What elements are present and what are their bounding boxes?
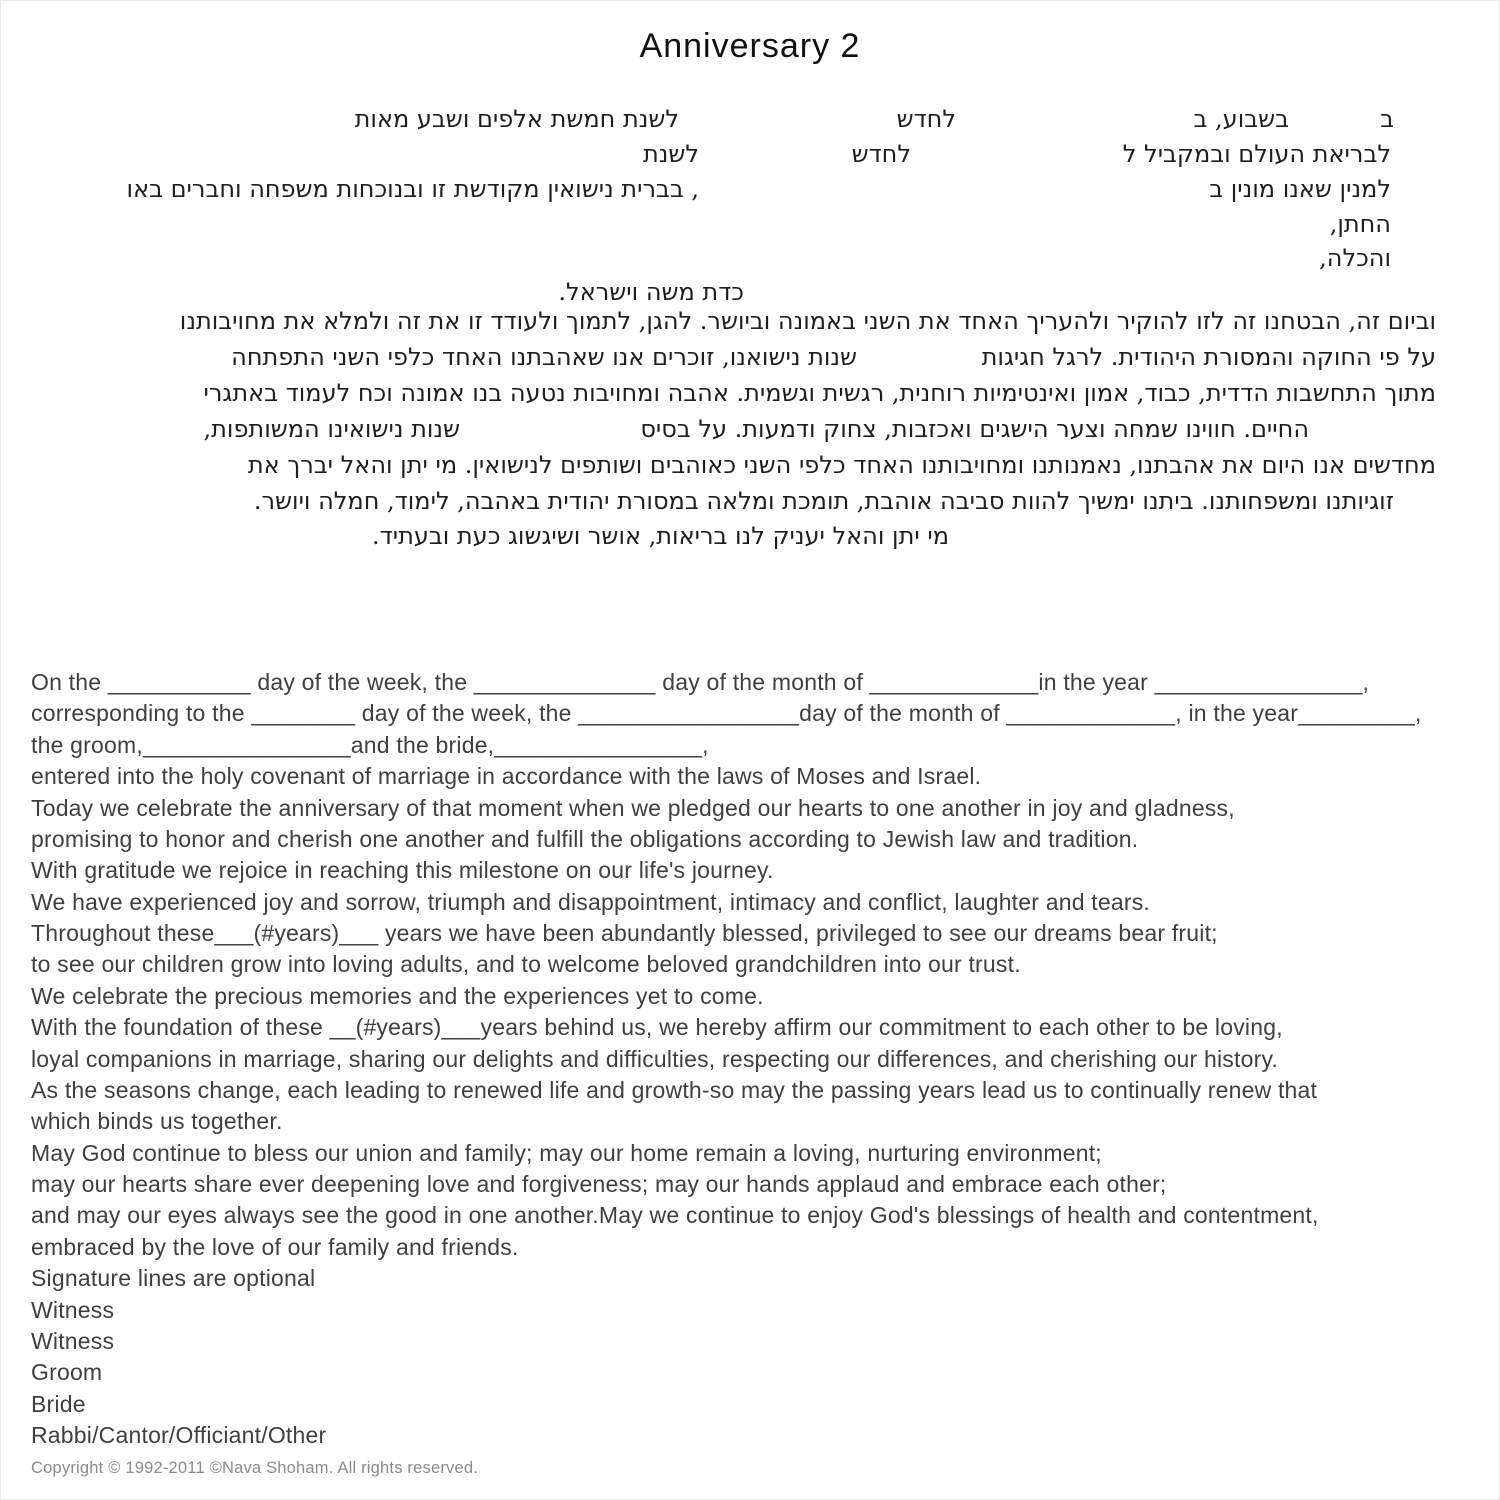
hebrew-text-segment: שנות נישואינו המשותפות,: [203, 415, 460, 443]
hebrew-paragraph-line: [1, 343, 1499, 375]
hebrew-text-segment: מי יתן והאל יעניק לנו בריאות, אושר ושיגשוג כעת ובעתיד.: [371, 522, 949, 550]
hebrew-groom-line: [1, 210, 1499, 242]
copyright-text: Copyright © 1992-2011 ©Nava Shoham. All rights reserved.: [31, 1459, 479, 1477]
hebrew-paragraph-line: [1, 307, 1499, 339]
hebrew-text-segment: , בברית נישואין מקודשת זו ובנוכחות משפחה וחברים באו: [126, 175, 699, 203]
hebrew-text-segment: על פי החוקה והמסורת היהודית. לרגל חגיגות: [981, 343, 1436, 371]
hebrew-paragraph-line: [1, 451, 1499, 483]
hebrew-date-line-3: [1, 175, 1499, 207]
hebrew-paragraph-line: [1, 379, 1499, 411]
english-text-line: We celebrate the precious memories and the experiences yet to come.: [31, 983, 764, 1009]
hebrew-text-segment: בשבוע, ב: [1193, 105, 1289, 133]
hebrew-moses-israel-line: [1, 278, 1499, 310]
hebrew-text-segment: מחדשים אנו היום את אהבתנו, נאמנותנו ומחויבותנו האחד כלפי השני כאוהבים ושותפים לנישואין. מי יתן והאל יברך את: [247, 451, 1436, 479]
english-text-line: May God continue to bless our union and family; may our home remain a loving, nurturing environment;: [31, 1140, 1102, 1166]
hebrew-text-segment: כדת משה וישראל.: [558, 278, 744, 306]
english-text-line: which binds us together.: [31, 1108, 283, 1134]
hebrew-bride-line: [1, 244, 1499, 276]
hebrew-text-segment: לשנת חמשת אלפים ושבע מאות: [354, 105, 679, 133]
page-title: Anniversary 2: [639, 27, 861, 65]
hebrew-date-line-1: [1, 105, 1499, 137]
signature-label-officiant: Rabbi/Cantor/Officiant/Other: [31, 1422, 327, 1448]
english-fill-in-line: On the ___________ day of the week, the ______________ day of the month of _____________in the year ________________,: [31, 669, 1370, 695]
english-text-line: and may our eyes always see the good in one another.May we continue to enjoy God's blessings of health and contentment,: [31, 1202, 1319, 1228]
english-text-line: loyal companions in marriage, sharing our delights and difficulties, respecting our differences, and cherishing our history.: [31, 1046, 1279, 1072]
english-fill-in-line: corresponding to the ________ day of the week, the _________________day of the month of _____________, in the year_________,: [31, 700, 1422, 726]
english-text-line: Today we celebrate the anniversary of that moment when we pledged our hearts to one another in joy and gladness,: [31, 795, 1235, 821]
signature-note-line: Signature lines are optional: [31, 1265, 316, 1291]
hebrew-text-segment: החיים. חווינו שמחה וצער הישגים ואכזבות, צחוק ודמעות. על בסיס: [640, 415, 1309, 443]
english-text-line: We have experienced joy and sorrow, triumph and disappointment, intimacy and conflict, laughter and tears.: [31, 889, 1151, 915]
english-text-line: promising to honor and cherish one another and fulfill the obligations according to Jewish law and tradition.: [31, 826, 1139, 852]
hebrew-paragraph-line: [1, 487, 1499, 519]
hebrew-text-segment: החתן,: [1329, 210, 1391, 238]
hebrew-text-segment: ב: [1380, 105, 1394, 133]
english-text-line: embraced by the love of our family and friends.: [31, 1234, 519, 1260]
signature-label-bride: Bride: [31, 1391, 86, 1417]
english-text-line: With gratitude we rejoice in reaching this milestone on our life's journey.: [31, 857, 774, 883]
english-text-line: As the seasons change, each leading to renewed life and growth-so may the passing years lead us to continually renew that: [31, 1077, 1318, 1103]
hebrew-text-segment: וביום זה, הבטחנו זה לזו להוקיר ולהעריך האחד את השני באמונה וביושר. להגן, לתמוך ולעודד זו את זה ולמלא את מחויבותנו: [179, 307, 1436, 335]
hebrew-text-segment: מתוך התחשבות הדדית, כבוד, אמון ואינטימיות רוחנית, רגשית וגשמית. אהבה ומחויבות נטעה בנו אמונה וכח לעמוד באתגרי: [203, 379, 1436, 407]
english-text-line: may our hearts share ever deepening love and forgiveness; may our hands applaud and embrace each other;: [31, 1171, 1167, 1197]
hebrew-text-segment: לחדש: [896, 105, 956, 133]
hebrew-text-segment: לחדש: [851, 140, 911, 168]
hebrew-text-segment: זוגיותנו ומשפחותנו. ביתנו ימשיך להוות סביבה אוהבת, תומכת ומלאה במסורת יהודית באהבה, לימוד, חמלה ויושר.: [253, 487, 1394, 515]
english-text-line: to see our children grow into loving adults, and to welcome beloved grandchildren into our trust.: [31, 951, 1021, 977]
hebrew-paragraph-line: [1, 415, 1499, 447]
hebrew-date-line-2: [1, 140, 1499, 172]
hebrew-text-segment: לבריאת העולם ובמקביל ל: [1122, 140, 1391, 168]
hebrew-text-segment: למנין שאנו מונין ב: [1209, 175, 1391, 203]
signature-label-witness: Witness: [31, 1328, 115, 1354]
hebrew-paragraph-line: [1, 522, 1499, 554]
signature-label-witness: Witness: [31, 1297, 115, 1323]
hebrew-text-segment: שנות נישואנו, זוכרים אנו שאהבתנו האחד כלפי השני התפתחה: [231, 343, 857, 371]
hebrew-text-segment: לשנת: [642, 140, 699, 168]
english-fill-in-line: With the foundation of these __(#years)___years behind us, we hereby affirm our commitment to each other to be loving,: [31, 1014, 1283, 1040]
signature-label-groom: Groom: [31, 1359, 103, 1385]
english-fill-in-line: Throughout these___(#years)___ years we have been abundantly blessed, privileged to see our dreams bear fruit;: [31, 920, 1218, 946]
hebrew-text-segment: והכלה,: [1319, 244, 1391, 272]
english-fill-in-line: the groom,________________and the bride,________________,: [31, 732, 709, 758]
english-text-line: entered into the holy covenant of marriage in accordance with the laws of Moses and Israel.: [31, 763, 982, 789]
